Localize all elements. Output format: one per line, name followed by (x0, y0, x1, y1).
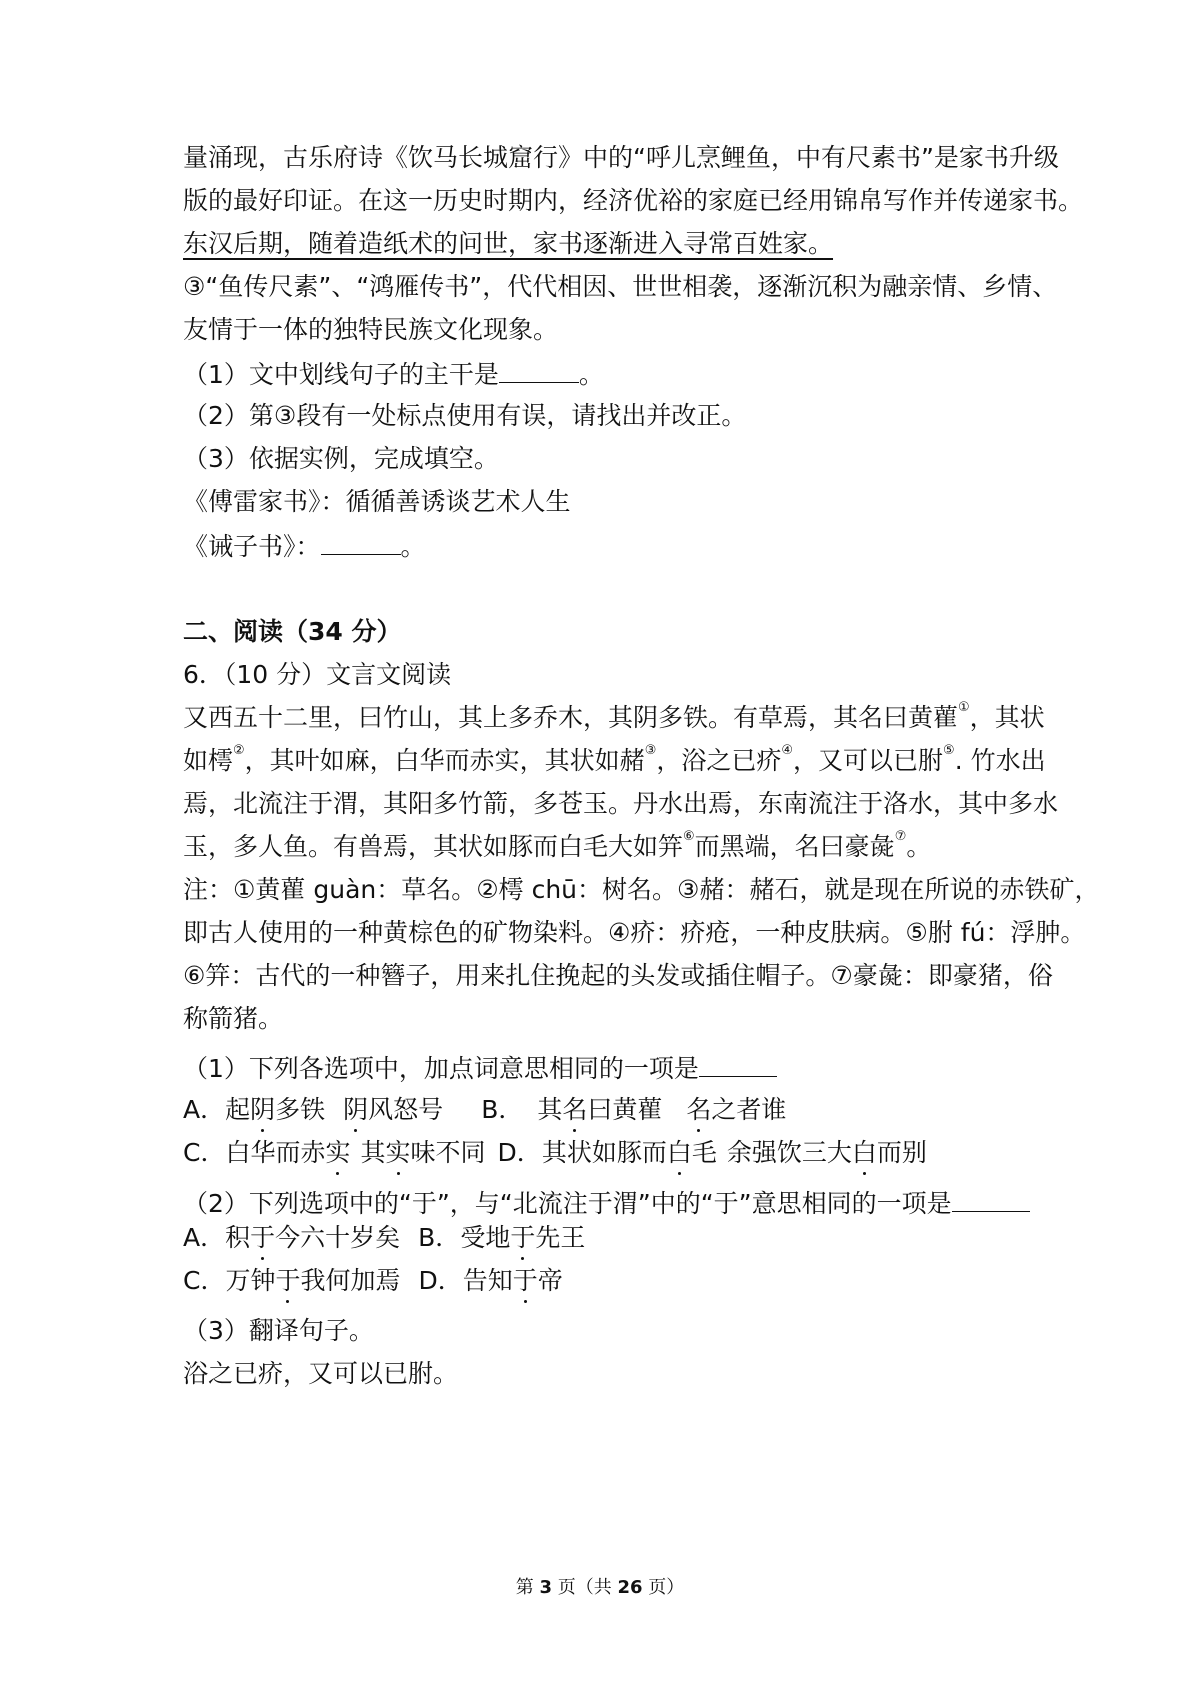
option-c[interactable]: C．白华而赤实 其实味不同 (183, 1138, 486, 1167)
q5-sub2: （2）第③段有一处标点使用有误，请找出并改正。 (183, 401, 747, 430)
q6-sub1-options-cd (183, 1138, 927, 1168)
option-a[interactable]: A．积于今六十岁矣 (183, 1223, 401, 1252)
page-number: 3 (539, 1577, 552, 1598)
passage-line: 量涌现，古乐府诗《饮马长城窟行》中的“呼儿烹鲤鱼，中有尺素书”是家书升级 (183, 143, 1059, 172)
q6-sub3-sentence: 浴之已疥，又可以已胕。 (183, 1359, 459, 1388)
q6-sub2-stem: （2）下列选项中的“于”，与“北流注于渭”中的“于”意思相同的一项是 (183, 1187, 1030, 1219)
q5-sub1: （1）文中划线句子的主干是 。 (183, 360, 604, 389)
passage-line-underlined (183, 229, 833, 259)
passage-paragraph-3: ③“鱼传尺素”、“鸿雁传书”，代代相因、世世相袭，逐渐沉积为融亲情、乡情、 (183, 272, 1058, 301)
option-c[interactable]: C．万钟于我何加焉 (183, 1266, 401, 1295)
classical-text-line: 如樗②，其叶如麻，白华而赤实，其状如赭③，浴之已疥④，又可以已胕⑤. 竹水出 (183, 742, 1046, 775)
footnote-marker: ④ (781, 742, 794, 758)
option-b[interactable]: B． 其名曰黄雚 名之者谁 (481, 1095, 787, 1124)
footnote-marker: ③ (644, 742, 657, 758)
classical-text-line: 焉，北流注于渭，其阳多竹箭，多苍玉。丹水出焉，东南流注于洛水，其中多水 (183, 789, 1059, 818)
q6-sub1-stem: （1）下列各选项中，加点词意思相同的一项是 (183, 1052, 777, 1084)
q6-header: 6．（10 分）文言文阅读 (183, 660, 452, 689)
footnote-marker: ⑦ (894, 828, 907, 844)
q6-sub2-options-cd (183, 1266, 563, 1296)
footnote-marker: ② (233, 742, 245, 758)
q6-sub2-options-ab (183, 1223, 585, 1253)
section-title: 二、阅读（34 分） (183, 617, 402, 646)
q5-sub3: （3）依据实例，完成填空。 (183, 444, 499, 473)
q5-fill: 《诫子书》： 。 (183, 532, 426, 561)
q5-example: 《傅雷家书》：循循善诱谈艺术人生 (183, 487, 571, 516)
option-d[interactable]: D．告知于帝 (418, 1266, 563, 1295)
notes-line: 称箭猪。 (183, 1004, 284, 1033)
page-total: 26 (617, 1577, 643, 1598)
footnote-marker: ⑤ (943, 742, 955, 758)
footnote-marker: ① (958, 699, 970, 715)
footnote-marker: ⑥ (683, 828, 695, 844)
classical-text-line: 玉，多人鱼。有兽焉，其状如豚而白毛大如笄⑥而黑端，名曰豪彘⑦。 (183, 828, 932, 861)
option-a[interactable]: A．起阴多铁 阴风怒号 (183, 1095, 444, 1124)
q6-sub3-stem: （3）翻译句子。 (183, 1316, 374, 1345)
option-d[interactable]: D．其状如豚而白毛 余强饮三大白而别 (497, 1138, 927, 1167)
page-footer: 第 3 页（共 26 页） (515, 1577, 685, 1598)
notes-line: ⑥笄：古代的一种簪子，用来扎住挽起的头发或插住帽子。⑦豪彘：即豪猪，俗 (183, 961, 1053, 990)
answer-blank[interactable] (499, 358, 579, 383)
passage-line: 版的最好印证。在这一历史时期内，经济优裕的家庭已经用锦帛写作并传递家书。 (183, 186, 1084, 215)
passage-paragraph-3: 友情于一体的独特民族文化现象。 (183, 315, 559, 344)
classical-text-line: 又西五十二里，曰竹山，其上多乔木，其阴多铁。有草焉，其名曰黄雚①，其状 (183, 699, 1045, 732)
option-b[interactable]: B．受地于先王 (418, 1223, 586, 1252)
notes-line: 即古人使用的一种黄棕色的矿物染料。④疥：疥疮，一种皮肤病。⑤胕 fú：浮肿。 (183, 918, 1086, 947)
q6-sub1-options-ab (183, 1095, 786, 1125)
answer-blank[interactable] (699, 1052, 777, 1077)
answer-blank[interactable] (321, 530, 401, 555)
answer-blank[interactable] (952, 1187, 1030, 1212)
underlined-sentence: 东汉后期，随着造纸术的问世，家书逐渐进入寻常百姓家。 (183, 229, 834, 258)
notes-line: 注：①黄雚 guàn：草名。②樗 chū：树名。③赭：赭石，就是现在所说的赤铁矿， (183, 875, 1100, 904)
